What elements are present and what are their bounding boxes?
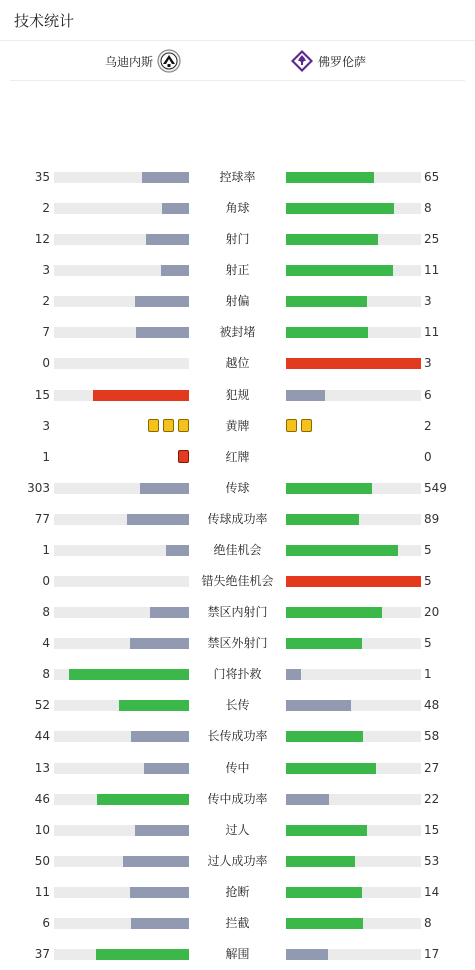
home-stat-bar-fill xyxy=(131,731,189,742)
home-stat-bar-fill xyxy=(142,172,189,183)
stat-label: 射正 xyxy=(225,263,250,278)
away-stat-bar-fill xyxy=(286,700,351,711)
home-stat-bar-fill xyxy=(135,296,189,307)
home-stat-bar xyxy=(54,794,189,805)
home-stat-value: 11 xyxy=(34,884,50,899)
stat-row xyxy=(0,286,475,317)
away-stat-value: 89 xyxy=(424,511,440,526)
header-bar xyxy=(0,0,475,41)
away-stat-bar-fill xyxy=(286,483,372,494)
away-stat-bar xyxy=(286,887,421,898)
home-stat-value: 0 xyxy=(42,356,50,371)
stat-label: 传中 xyxy=(225,760,250,775)
away-stat-value: 3 xyxy=(424,294,432,309)
home-stat-bar xyxy=(54,918,189,929)
away-stat-bar xyxy=(286,390,421,401)
stat-row xyxy=(0,193,475,224)
away-stat-bar xyxy=(286,669,421,680)
away-stat-bar-fill xyxy=(286,856,355,867)
stat-label: 禁区内射门 xyxy=(207,605,268,620)
home-stat-bar xyxy=(54,390,189,401)
away-stat-bar xyxy=(286,763,421,774)
home-stat-bar xyxy=(54,638,189,649)
stat-label: 长传成功率 xyxy=(207,729,268,744)
home-stat-bar xyxy=(54,545,189,556)
home-stat-bar xyxy=(54,234,189,245)
home-stat-bar xyxy=(54,731,189,742)
home-stat-bar-fill xyxy=(123,856,189,867)
home-stat-bar-fill xyxy=(140,483,189,494)
away-stat-value: 27 xyxy=(424,760,440,775)
away-stat-value: 17 xyxy=(424,947,440,961)
stat-label: 射门 xyxy=(225,232,250,247)
home-stat-value: 37 xyxy=(34,947,50,961)
away-stat-bar-fill xyxy=(286,203,394,214)
away-stat-bar xyxy=(286,327,421,338)
away-stat-bar-fill xyxy=(286,358,421,369)
yellow-card-icon xyxy=(286,419,297,432)
home-stat-bar xyxy=(54,607,189,618)
home-stat-bar-fill xyxy=(135,825,189,836)
home-stat-bar xyxy=(54,700,189,711)
away-stat-bar xyxy=(286,825,421,836)
away-stat-value: 8 xyxy=(424,915,432,930)
udinese-crest-icon xyxy=(157,49,181,73)
home-stat-bar xyxy=(54,358,189,369)
away-stat-bar xyxy=(286,576,421,587)
stat-row xyxy=(0,504,475,535)
away-stat-bar xyxy=(286,172,421,183)
home-stat-value: 3 xyxy=(42,418,50,433)
away-stat-bar-fill xyxy=(286,638,362,649)
home-stat-bar-fill xyxy=(166,545,189,556)
home-stat-value: 50 xyxy=(34,853,50,868)
away-stat-bar-fill xyxy=(286,669,301,680)
page-title: 技术统计 xyxy=(14,11,75,30)
away-stat-value: 3 xyxy=(424,356,432,371)
home-stat-value: 15 xyxy=(34,387,50,402)
home-stat-value: 3 xyxy=(42,263,50,278)
away-stat-bar-fill xyxy=(286,918,363,929)
home-stat-bar xyxy=(54,172,189,183)
home-cards xyxy=(178,450,189,464)
stat-label: 犯规 xyxy=(225,387,250,402)
away-stat-value: 22 xyxy=(424,791,440,806)
home-stat-bar xyxy=(54,265,189,276)
stat-label: 禁区外射门 xyxy=(207,636,268,651)
home-stat-value: 8 xyxy=(42,605,50,620)
away-stat-value: 53 xyxy=(424,853,440,868)
away-stat-bar-fill xyxy=(286,825,367,836)
home-stat-bar-fill xyxy=(119,700,189,711)
stat-label: 拦截 xyxy=(225,915,250,930)
home-stat-value: 2 xyxy=(42,294,50,309)
stat-label: 传中成功率 xyxy=(207,791,268,806)
home-stat-bar xyxy=(54,514,189,525)
home-stat-bar-fill xyxy=(130,638,189,649)
stat-label: 被封堵 xyxy=(219,325,256,340)
stat-row xyxy=(0,224,475,255)
away-stat-bar-fill xyxy=(286,794,329,805)
home-stat-bar-fill xyxy=(130,887,189,898)
away-stat-value: 15 xyxy=(424,822,440,837)
away-stat-value: 5 xyxy=(424,542,432,557)
stat-label: 角球 xyxy=(225,201,250,216)
home-stat-bar xyxy=(54,669,189,680)
away-stat-value: 25 xyxy=(424,232,440,247)
stat-row xyxy=(0,939,475,970)
stat-row xyxy=(0,535,475,566)
home-stat-bar-fill xyxy=(162,203,189,214)
away-stat-value: 48 xyxy=(424,698,440,713)
stat-row xyxy=(0,348,475,379)
home-stat-value: 8 xyxy=(42,667,50,682)
away-stat-bar-fill xyxy=(286,514,359,525)
home-stat-bar xyxy=(54,483,189,494)
away-stat-bar-fill xyxy=(286,731,363,742)
away-stat-bar xyxy=(286,358,421,369)
away-stat-bar-fill xyxy=(286,390,325,401)
away-stat-bar-fill xyxy=(286,607,382,618)
stat-label: 传球 xyxy=(225,480,250,495)
away-stat-value: 11 xyxy=(424,263,440,278)
stat-label: 绝佳机会 xyxy=(213,542,262,557)
away-stat-bar xyxy=(286,483,421,494)
away-stat-value: 11 xyxy=(424,325,440,340)
stat-label: 错失绝佳机会 xyxy=(201,574,274,589)
away-stat-value: 14 xyxy=(424,884,440,899)
away-team[interactable] xyxy=(290,41,366,81)
stat-row xyxy=(0,815,475,846)
away-stat-bar xyxy=(286,794,421,805)
away-stat-bar xyxy=(286,203,421,214)
stat-row xyxy=(0,597,475,628)
away-stat-bar xyxy=(286,296,421,307)
stat-row xyxy=(0,721,475,752)
stat-row xyxy=(0,380,475,411)
home-stat-value: 2 xyxy=(42,201,50,216)
home-stat-bar xyxy=(54,856,189,867)
home-stat-value: 1 xyxy=(42,449,50,464)
away-stat-bar-fill xyxy=(286,296,367,307)
stat-label: 传球成功率 xyxy=(207,511,268,526)
home-stat-value: 52 xyxy=(34,698,50,713)
stat-row xyxy=(0,162,475,193)
stat-row xyxy=(0,473,475,504)
away-stat-bar-fill xyxy=(286,949,328,960)
away-stat-bar xyxy=(286,638,421,649)
home-stat-value: 0 xyxy=(42,574,50,589)
home-stat-value: 35 xyxy=(34,170,50,184)
home-stat-bar-fill xyxy=(136,327,189,338)
home-team-name: 乌迪内斯 xyxy=(104,54,153,69)
away-stat-bar xyxy=(286,514,421,525)
home-stat-value: 46 xyxy=(34,791,50,806)
away-stat-bar xyxy=(286,545,421,556)
home-stat-value: 77 xyxy=(34,511,50,526)
home-stat-value: 7 xyxy=(42,325,50,340)
away-stat-value: 58 xyxy=(424,729,440,744)
away-stat-bar xyxy=(286,949,421,960)
home-stat-bar xyxy=(54,296,189,307)
away-stat-bar-fill xyxy=(286,763,376,774)
away-team-name: 佛罗伦萨 xyxy=(318,54,367,69)
stat-label: 过人 xyxy=(225,822,250,837)
away-stat-bar xyxy=(286,856,421,867)
stat-row xyxy=(0,877,475,908)
stat-label: 黄牌 xyxy=(225,418,250,433)
away-stat-value: 20 xyxy=(424,605,440,620)
home-stat-value: 12 xyxy=(34,232,50,247)
home-stat-bar xyxy=(54,825,189,836)
stat-row xyxy=(0,753,475,784)
stat-row xyxy=(0,317,475,348)
home-stat-bar-fill xyxy=(96,949,189,960)
home-stat-value: 10 xyxy=(34,822,50,837)
stat-row xyxy=(0,411,475,442)
away-stat-bar xyxy=(286,918,421,929)
home-stat-value: 1 xyxy=(42,542,50,557)
away-stat-bar-fill xyxy=(286,265,393,276)
home-stat-bar xyxy=(54,203,189,214)
away-cards xyxy=(286,419,312,433)
home-stat-bar xyxy=(54,887,189,898)
away-stat-bar xyxy=(286,607,421,618)
home-stat-bar-fill xyxy=(69,669,189,680)
home-stat-bar xyxy=(54,949,189,960)
stat-row xyxy=(0,566,475,597)
away-stat-bar-fill xyxy=(286,887,362,898)
home-stat-value: 44 xyxy=(34,729,50,744)
stat-label: 解围 xyxy=(225,947,250,961)
away-stat-value: 6 xyxy=(424,387,432,402)
stat-label: 红牌 xyxy=(225,449,250,464)
stat-row xyxy=(0,908,475,939)
away-stat-value: 1 xyxy=(424,667,432,682)
away-stat-bar-fill xyxy=(286,327,368,338)
stat-row xyxy=(0,255,475,286)
fiorentina-crest-icon xyxy=(290,49,314,73)
home-stat-value: 303 xyxy=(27,480,50,495)
away-stat-value: 0 xyxy=(424,449,432,464)
stat-row xyxy=(0,784,475,815)
home-stat-bar xyxy=(54,763,189,774)
away-stat-value: 5 xyxy=(424,574,432,589)
home-stat-bar-fill xyxy=(127,514,189,525)
red-card-icon xyxy=(178,450,189,463)
away-stat-value: 549 xyxy=(424,480,447,495)
home-stat-bar-fill xyxy=(144,763,189,774)
teams-header xyxy=(10,41,465,81)
away-stat-value: 5 xyxy=(424,636,432,651)
home-stat-bar-fill xyxy=(150,607,189,618)
away-stat-bar-fill xyxy=(286,576,421,587)
stat-label: 越位 xyxy=(225,356,250,371)
away-stat-bar xyxy=(286,700,421,711)
home-stat-bar-fill xyxy=(161,265,189,276)
stat-label: 射偏 xyxy=(225,294,250,309)
home-stat-value: 13 xyxy=(34,760,50,775)
home-stat-value: 6 xyxy=(42,915,50,930)
stat-row xyxy=(0,846,475,877)
stat-row xyxy=(0,659,475,690)
yellow-card-icon xyxy=(301,419,312,432)
stat-label: 抢断 xyxy=(225,884,250,899)
home-team[interactable] xyxy=(105,41,181,81)
away-stat-value: 65 xyxy=(424,170,440,184)
away-stat-bar xyxy=(286,234,421,245)
stat-label: 控球率 xyxy=(219,170,256,184)
home-stat-bar xyxy=(54,576,189,587)
stat-row xyxy=(0,628,475,659)
stat-label: 过人成功率 xyxy=(207,853,268,868)
away-stat-value: 8 xyxy=(424,201,432,216)
yellow-card-icon xyxy=(178,419,189,432)
yellow-card-icon xyxy=(148,419,159,432)
yellow-card-icon xyxy=(163,419,174,432)
stat-row xyxy=(0,442,475,473)
away-stat-bar-fill xyxy=(286,234,378,245)
stat-row xyxy=(0,690,475,721)
stat-label: 门将扑救 xyxy=(213,667,262,682)
home-cards xyxy=(148,419,189,433)
home-stat-bar-fill xyxy=(97,794,189,805)
away-stat-bar-fill xyxy=(286,545,398,556)
home-stat-bar-fill xyxy=(131,918,189,929)
home-stat-bar-fill xyxy=(93,390,189,401)
stat-label: 长传 xyxy=(225,698,250,713)
away-stat-bar xyxy=(286,731,421,742)
home-stat-value: 4 xyxy=(42,636,50,651)
away-stat-bar xyxy=(286,265,421,276)
away-stat-bar-fill xyxy=(286,172,374,183)
home-stat-bar-fill xyxy=(146,234,189,245)
away-stat-value: 2 xyxy=(424,418,432,433)
home-stat-bar xyxy=(54,327,189,338)
